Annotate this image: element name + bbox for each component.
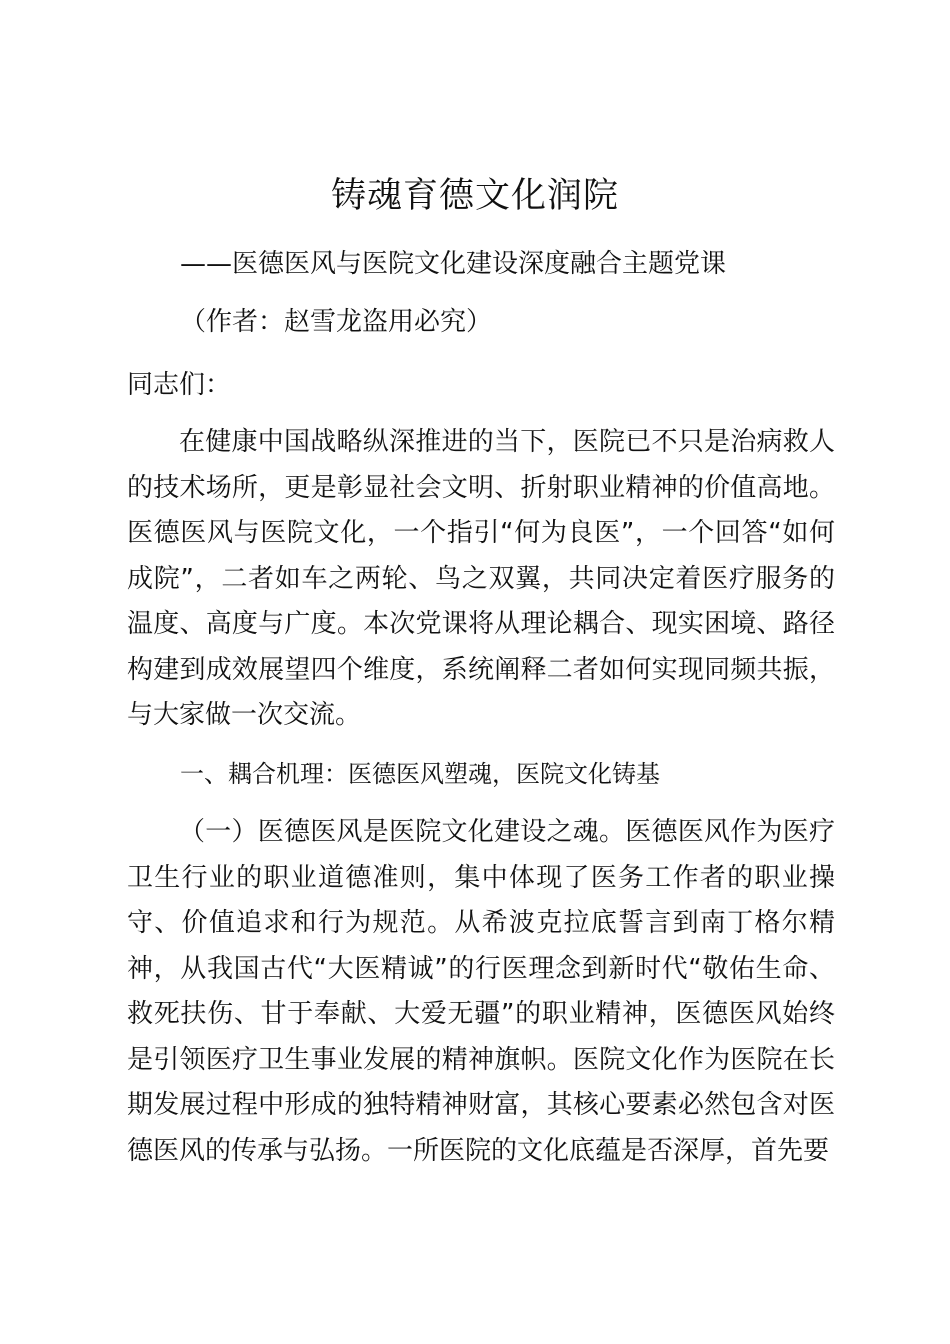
section-heading: 一、耦合机理：医德医风塑魂，医院文化铸基 bbox=[180, 760, 660, 788]
document-subtitle: ——医德医风与医院文化建设深度融合主题党课 bbox=[180, 249, 727, 279]
intro-paragraph: 在健康中国战略纵深推进的当下，医院已不只是治病救人的技术场所，更是彰显社会文明、折射职业精神的价值高地。医德医风与医院文化，一个指引“何为良医”，一个回答“如何成院”，二者如车之两轮、鸟之双翼，共同决定着医疗服务的温度、高度与广度。本次党课将从理论耦合、现实困境、路径构建到成效展望四个维度，系统阐释二者如何实现同频共振，与大家做一次交流。 bbox=[127, 427, 835, 730]
document-title: 铸魂育德文化润院 bbox=[330, 176, 619, 216]
body-paragraph: （一）医德医风是医院文化建设之魂。医德医风作为医疗卫生行业的职业道德准则，集中体现了医务工作者的职业操守、价值追求和行为规范。从希波克拉底誓言到南丁格尔精神，从我国古代“大医精诚”的行医理念到新时代“敬佑生命、救死扶伤、甘于奉献、大爱无疆”的职业精神，医德医风始终是引领医疗卫生事业发展的精神旗帜。医院文化作为医院在长期发展过程中形成的独特精神财富，其核心要素必然包含对医德医风的传承与弘扬。一所医院的文化底蕴是否深厚，首先要 bbox=[127, 817, 835, 1166]
greeting: 同志们： bbox=[127, 370, 232, 400]
author-line: （作者：赵雪龙盗用必究） bbox=[180, 307, 493, 337]
